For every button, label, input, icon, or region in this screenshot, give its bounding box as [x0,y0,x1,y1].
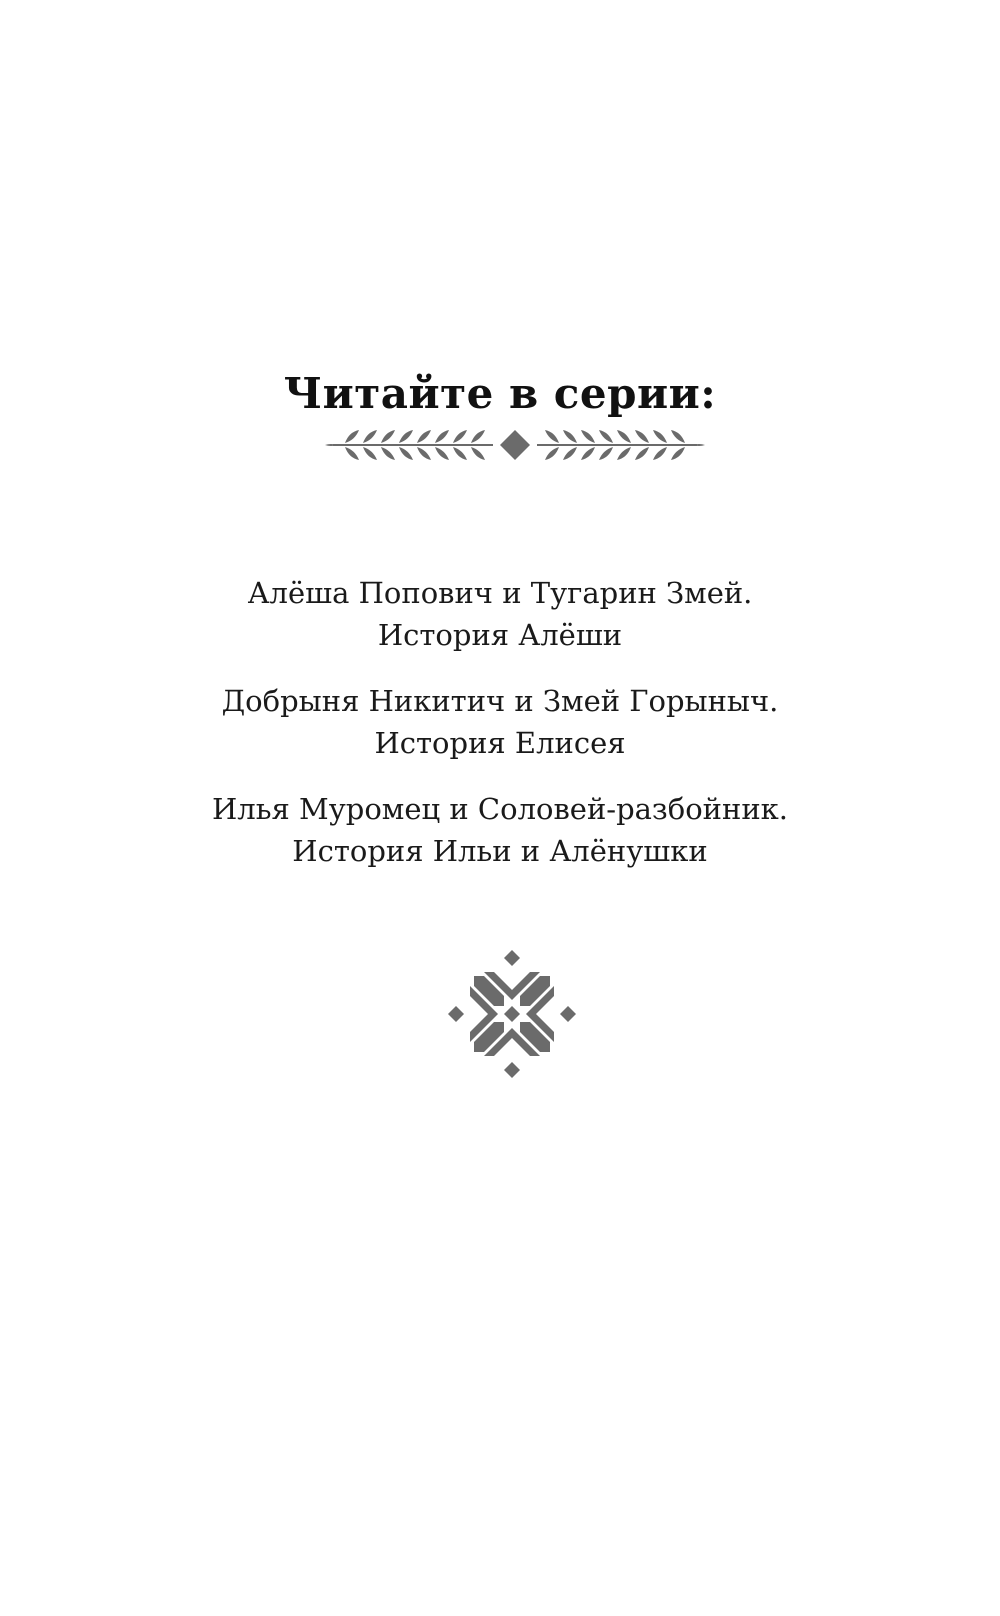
book-title: Илья Муромец и Соловей-разбойник. [212,792,788,826]
list-item [0,572,1000,656]
book-title: Добрыня Никитич и Змей Горыныч. [221,684,779,718]
page-heading: Читайте в серии: [283,369,717,419]
book-title: Алёша Попович и Тугарин Змей. [247,576,753,610]
list-item [0,788,1000,872]
book-subtitle: История Елисея [374,726,626,760]
folk-cross-ornament-icon [448,950,576,1078]
series-book-list [0,572,1000,896]
book-subtitle: История Алёши [377,618,623,652]
wheat-sprig-divider-icon [325,424,705,466]
list-item [0,680,1000,764]
book-subtitle: История Ильи и Алёнушки [292,834,708,868]
